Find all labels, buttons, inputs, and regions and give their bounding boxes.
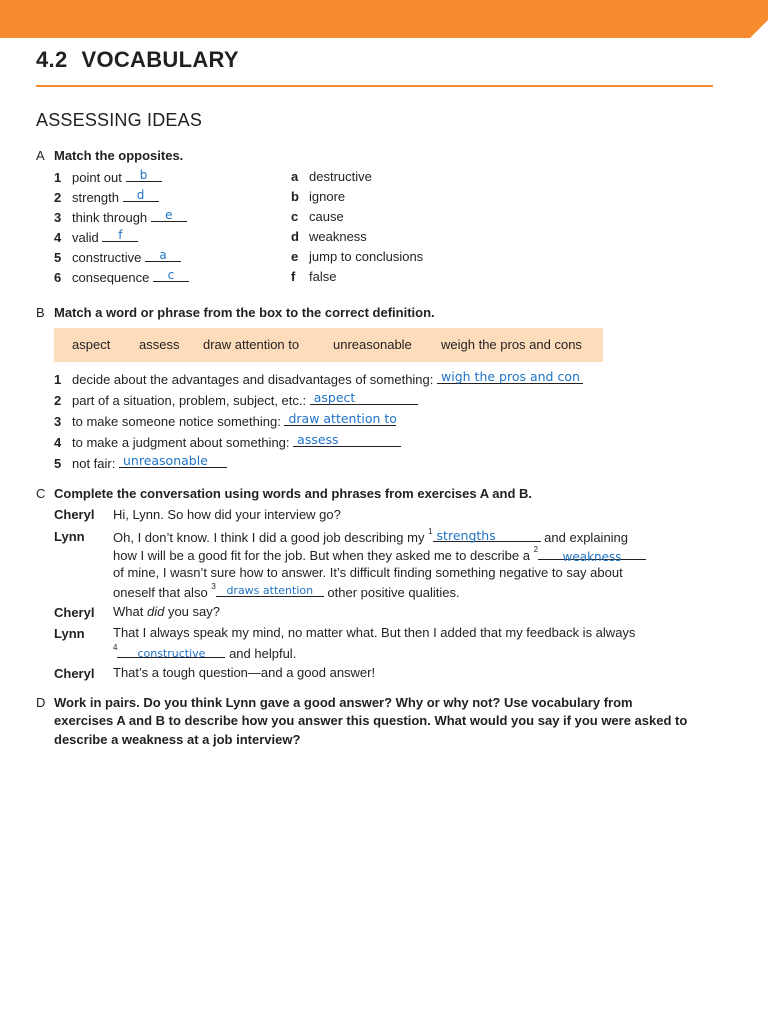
dialogue-line: Hi, Lynn. So how did your interview go?	[113, 507, 341, 522]
list-item: d weakness	[291, 229, 367, 244]
list-item: f false	[291, 269, 337, 284]
answer-blank[interactable]: e	[151, 207, 187, 222]
exercise-a-options	[291, 167, 423, 287]
word-box-item: aspect	[72, 337, 111, 352]
speaker-name: Lynn	[54, 529, 85, 544]
dialogue-line: oneself that also $^3$ draws attention other positive qualities.	[113, 582, 460, 600]
answer-blank[interactable]: a	[145, 247, 181, 262]
list-item: a destructive	[291, 169, 372, 184]
speaker-name: Cheryl	[54, 605, 95, 620]
answer-blank[interactable]: strengths	[433, 527, 541, 542]
answer-blank[interactable]: f	[102, 227, 138, 242]
speaker-name: Cheryl	[54, 507, 95, 522]
speaker-name: Lynn	[54, 626, 85, 641]
list-item: e jump to conclusions	[291, 249, 424, 264]
speaker-name: Cheryl	[54, 666, 95, 681]
word-box-item: weigh the pros and cons	[441, 337, 582, 352]
dialogue-line: That I always speak my mind, no matter what. But then I added that my feedback is always	[113, 625, 636, 640]
exercise-b-items	[54, 369, 583, 474]
topic-heading: ASSESSING IDEAS	[36, 110, 203, 130]
exercise-d-line: describe a weakness at a job interview?	[54, 732, 301, 747]
list-item: b ignore	[291, 189, 346, 204]
exercise-c-instruction: Complete the conversation using words and phrases from exercises A and B.	[54, 486, 532, 501]
exercise-b-instruction: Match a word or phrase from the box to the correct definition.	[54, 305, 435, 320]
list-item: 1 point out b	[54, 167, 189, 187]
exercise-a-items	[54, 167, 189, 287]
list-item: 5 constructive a	[54, 247, 189, 267]
list-item: 4 valid f	[54, 227, 189, 247]
answer-blank[interactable]: weakness	[538, 545, 646, 560]
dialogue-line: Oh, I don’t know. I think I did a good job describing my $^1$ strengths and explaining	[113, 527, 629, 545]
section-title	[36, 47, 239, 73]
word-box-item: unreasonable	[333, 337, 412, 352]
answer-blank[interactable]: constructive	[117, 643, 225, 658]
list-item: 3 think through e	[54, 207, 189, 227]
dialogue-line: That’s a tough question—and a good answer!	[113, 665, 376, 680]
dialogue-line: $^4$ constructive and helpful.	[113, 643, 297, 661]
exercise-d-letter: D	[36, 695, 46, 710]
exercise-d-line: Work in pairs. Do you think Lynn gave a good answer? Why or why not? Use vocabulary from	[54, 695, 633, 710]
list-item: 1 decide about the advantages and disadvantages of something: wigh the pros and con	[54, 369, 583, 390]
dialogue-line: how I will be a good fit for the job. But when they asked me to describe a $^2$ weakness	[113, 545, 646, 565]
header-banner	[0, 0, 768, 38]
answer-blank[interactable]: draw attention to	[284, 411, 396, 426]
answer-blank[interactable]: aspect	[310, 390, 418, 405]
answer-blank[interactable]: unreasonable	[119, 453, 227, 468]
dialogue-line: What did you say?	[113, 604, 220, 619]
dialogue-line: of mine, I wasn’t sure how to answer. It’s difficult finding something negative to say about	[113, 565, 623, 580]
word-box-item: assess	[139, 337, 180, 352]
word-box	[54, 328, 603, 362]
list-item: 6 consequence c	[54, 267, 189, 287]
word-box-item: draw attention to	[203, 337, 300, 352]
list-item: 2 strength d	[54, 187, 189, 207]
list-item: 5 not fair: unreasonable	[54, 453, 583, 474]
answer-blank[interactable]: wigh the pros and con	[437, 369, 583, 384]
answer-blank[interactable]: b	[126, 167, 162, 182]
exercise-d-line: exercises A and B to describe how you answer this question. What would you say if you were asked to	[54, 713, 688, 728]
list-item: c cause	[291, 209, 344, 224]
exercise-a-instruction: Match the opposites.	[54, 148, 184, 163]
answer-blank[interactable]: d	[123, 187, 159, 202]
list-item: 4 to make a judgment about something: assess	[54, 432, 583, 453]
list-item: 2 part of a situation, problem, subject, etc.: aspect	[54, 390, 583, 411]
exercise-a-letter: A	[36, 148, 45, 163]
answer-blank[interactable]: assess	[293, 432, 401, 447]
section-name: VOCABULARY	[81, 47, 239, 72]
exercise-b-letter: B	[36, 305, 45, 320]
exercise-c-letter: C	[36, 486, 46, 501]
answer-blank[interactable]: draws attention	[216, 582, 324, 597]
answer-blank[interactable]: c	[153, 267, 189, 282]
list-item: 3 to make someone notice something: draw attention to	[54, 411, 397, 429]
title-divider	[36, 85, 713, 87]
section-number: 4.2	[36, 47, 68, 72]
